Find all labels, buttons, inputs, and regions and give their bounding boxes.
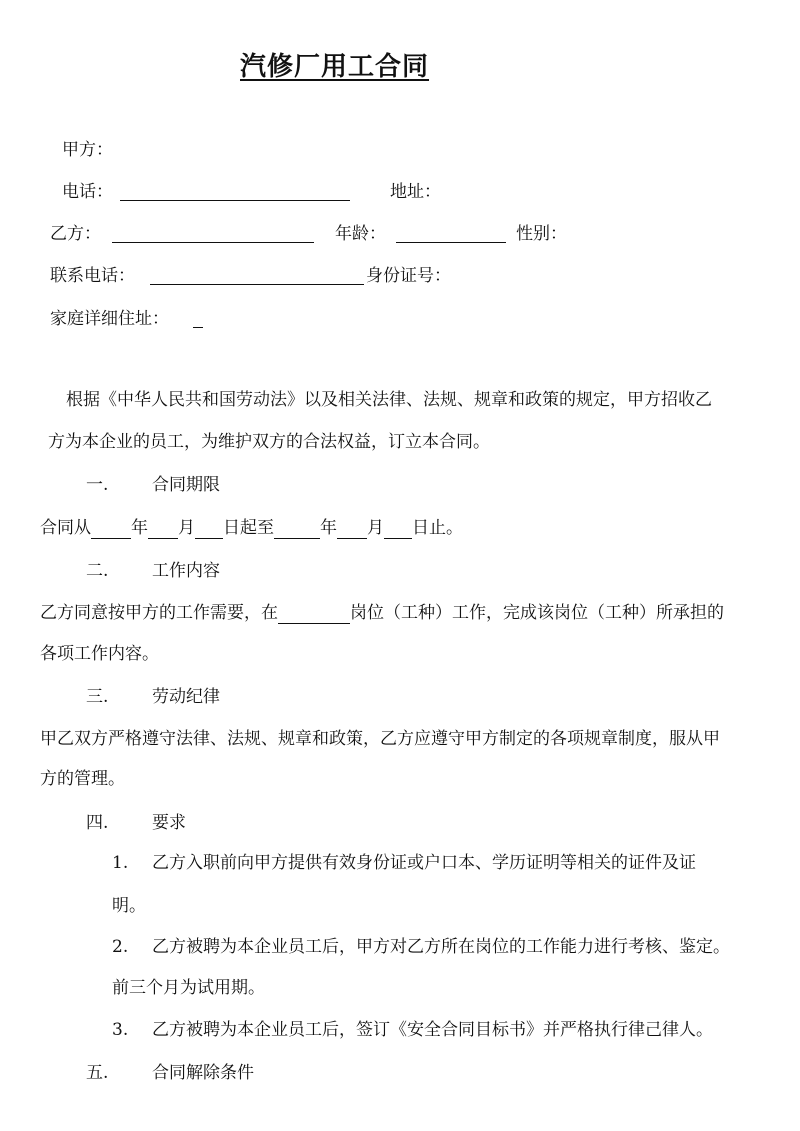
term-day-2: 日止。 xyxy=(412,518,463,538)
id-number-label: 身份证号： xyxy=(366,266,451,286)
party-b-blank[interactable] xyxy=(112,224,314,243)
term-line xyxy=(40,517,463,539)
start-day-blank[interactable] xyxy=(195,520,223,539)
requirement-2-number: 2. xyxy=(112,937,129,957)
party-a-label: 甲方： xyxy=(62,140,113,160)
end-day-blank[interactable] xyxy=(384,520,412,539)
work-line-1 xyxy=(40,602,724,624)
work-line-2: 各项工作内容。 xyxy=(40,644,159,664)
requirement-3-line-1: 乙方被聘为本企业员工后，签订《安全合同目标书》并严格执行律己律人。 xyxy=(152,1020,713,1040)
term-day-1: 日起至 xyxy=(223,518,274,538)
requirement-3-number: 3. xyxy=(112,1020,129,1040)
end-month-blank[interactable] xyxy=(337,520,367,539)
work-text-b: 岗位（工种）工作，完成该岗位（工种）所承担的 xyxy=(350,603,724,623)
term-month-2: 月 xyxy=(367,518,384,538)
section-3-number: 三. xyxy=(86,687,109,707)
requirement-1-line-2: 明。 xyxy=(112,896,146,916)
phone-blank[interactable] xyxy=(120,182,350,201)
requirement-2-line-2: 前三个月为试用期。 xyxy=(112,978,265,998)
gender-label: 性别： xyxy=(516,224,567,244)
section-2-number: 二. xyxy=(86,561,109,581)
start-year-blank[interactable] xyxy=(91,520,131,539)
home-address-blank[interactable] xyxy=(193,309,203,328)
discipline-line-1: 甲乙双方严格遵守法律、法规、规章和政策，乙方应遵守甲方制定的各项规章制度，服从甲 xyxy=(40,729,720,749)
address-label: 地址： xyxy=(390,182,441,202)
requirement-1-number: 1. xyxy=(112,853,129,873)
contact-phone-blank[interactable] xyxy=(150,266,364,285)
intro-line-1: 根据《中华人民共和国劳动法》以及相关法律、法规、规章和政策的规定，甲方招收乙 xyxy=(66,390,712,410)
section-2-title: 工作内容 xyxy=(152,561,220,581)
contact-phone-label: 联系电话： xyxy=(50,266,135,286)
section-1-number: 一. xyxy=(86,475,109,495)
position-blank[interactable] xyxy=(278,605,350,624)
start-month-blank[interactable] xyxy=(148,520,178,539)
section-4-number: 四. xyxy=(86,813,109,833)
end-year-blank[interactable] xyxy=(274,520,320,539)
section-5-title: 合同解除条件 xyxy=(152,1063,254,1083)
work-text-a: 乙方同意按甲方的工作需要，在 xyxy=(40,603,278,623)
section-4-title: 要求 xyxy=(152,813,186,833)
phone-label: 电话： xyxy=(62,182,113,202)
term-year-2: 年 xyxy=(320,518,337,538)
term-month-1: 月 xyxy=(178,518,195,538)
intro-line-2: 方为本企业的员工，为维护双方的合法权益，订立本合同。 xyxy=(48,432,490,452)
term-year-1: 年 xyxy=(131,518,148,538)
party-b-label: 乙方： xyxy=(50,224,101,244)
requirement-2-line-1: 乙方被聘为本企业员工后，甲方对乙方所在岗位的工作能力进行考核、鉴定。 xyxy=(152,937,730,957)
section-5-number: 五. xyxy=(86,1063,109,1083)
document-title: 汽修厂用工合同 xyxy=(240,52,430,82)
discipline-line-2: 方的管理。 xyxy=(40,769,125,789)
term-prefix: 合同从 xyxy=(40,518,91,538)
age-blank[interactable] xyxy=(396,224,506,243)
age-label: 年龄： xyxy=(335,224,386,244)
section-1-title: 合同期限 xyxy=(152,475,220,495)
section-3-title: 劳动纪律 xyxy=(152,687,220,707)
requirement-1-line-1: 乙方入职前向甲方提供有效身份证或户口本、学历证明等相关的证件及证 xyxy=(152,853,696,873)
home-address-label: 家庭详细住址： xyxy=(50,309,169,329)
